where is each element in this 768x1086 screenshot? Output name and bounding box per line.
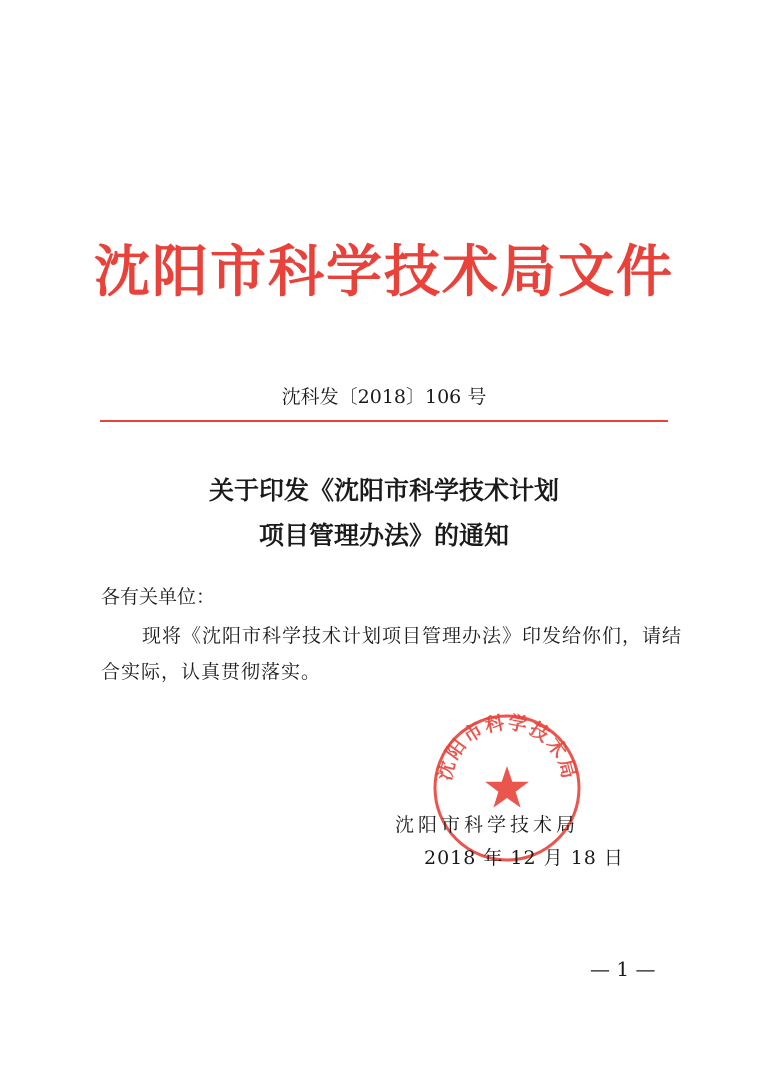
seal-text: 沈阳市科学技术局: [433, 712, 581, 783]
body-paragraph-line-1: 现将《沈阳市科学技术计划项目管理办法》印发给你们，请结: [142, 625, 683, 647]
document-number: 沈科发〔2018〕106 号: [281, 386, 487, 408]
seal-star-icon: [485, 766, 529, 808]
document-title-line-1: 关于印发《沈阳市科学技术计划: [208, 476, 559, 505]
salutation: 各有关单位：: [101, 586, 216, 608]
body-paragraph-line-2: 合实际，认真贯彻落实。: [101, 661, 322, 683]
red-divider-line: [100, 420, 668, 422]
signature-date: 2018 年 12 月 18 日: [424, 847, 624, 869]
page-number: — 1 —: [590, 957, 656, 981]
official-seal: [431, 712, 583, 864]
signature-organization: 沈阳市科学技术局: [395, 814, 580, 836]
document-masthead: 沈阳市科学技术局文件: [94, 240, 674, 305]
document-title-line-2: 项目管理办法》的通知: [258, 521, 509, 550]
